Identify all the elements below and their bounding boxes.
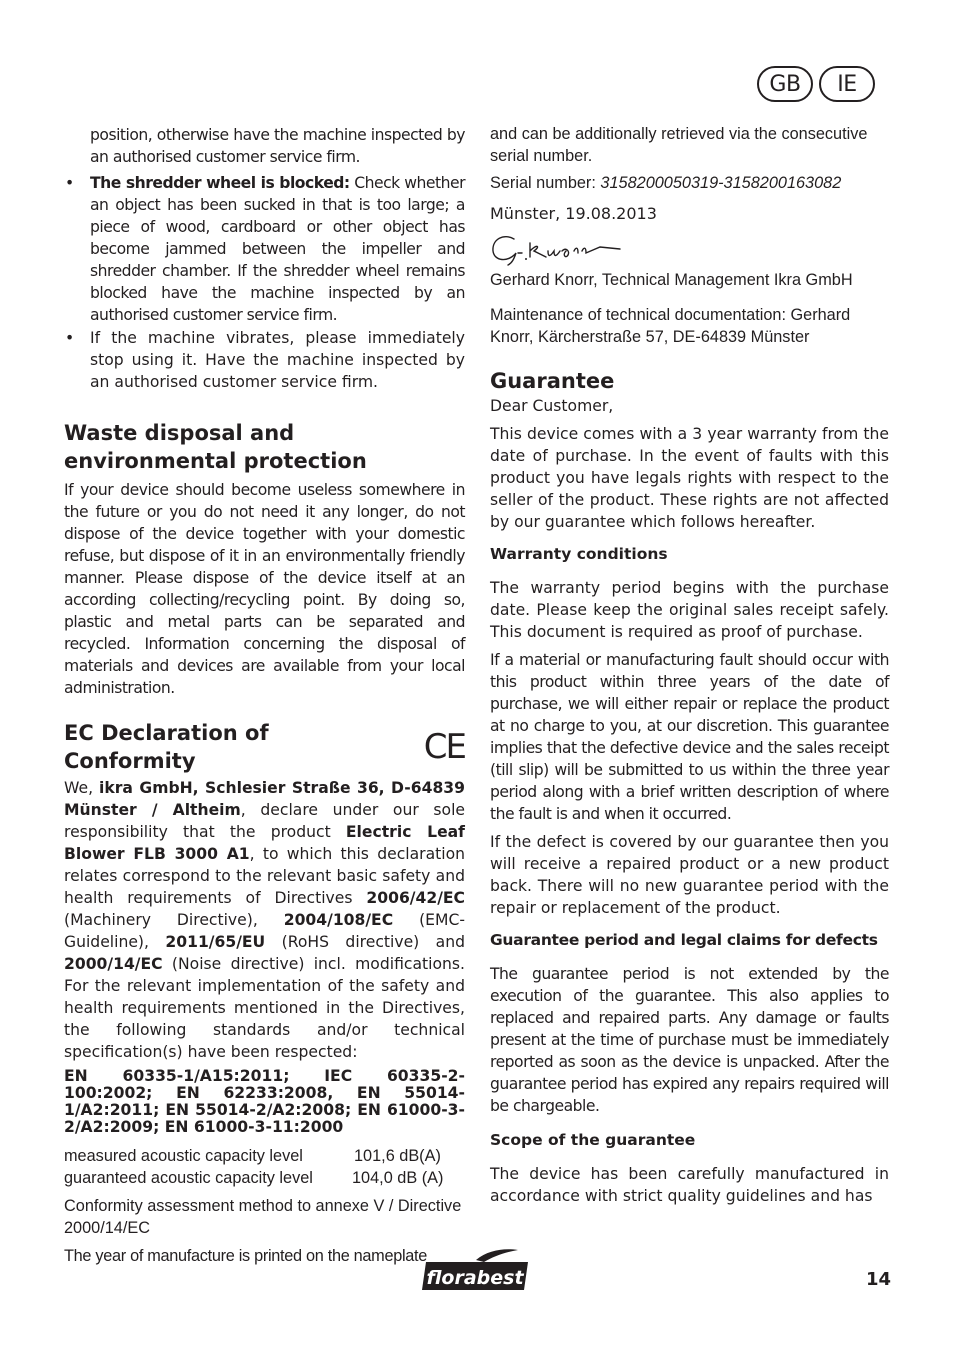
list-item	[64, 327, 465, 393]
ec-heading-row	[64, 719, 465, 775]
scope-text: The device has been carefully manufactured in accordance with strict quality guidelines and has	[490, 1165, 889, 1205]
bullet-icon: •	[65, 174, 74, 192]
signature	[490, 229, 640, 269]
acoustic-value: 104,0 dB (A)	[352, 1169, 444, 1187]
salutation: Dear Customer,	[490, 397, 614, 415]
acoustic-row	[64, 1145, 465, 1167]
acoustic-value: 101,6 dB(A)	[354, 1147, 441, 1165]
assessment-text: Conformity assessment method to annexe V / Directive 2000/14/EC	[64, 1197, 462, 1237]
serial-line	[490, 172, 889, 194]
serial-value: 3158200050319-3158200163082	[600, 174, 842, 192]
acoustic-table	[64, 1145, 465, 1189]
left-column	[64, 123, 465, 1267]
bullet-icon: •	[65, 329, 75, 347]
guarantee-intro: This device comes with a 3 year warranty from the date of purchase. In the event of faults with this product you have legals rights with respect to the seller of the product. These rights are not affected by our guarantee which follows hereafter.	[490, 425, 889, 531]
waste-heading: Waste disposal and environmental protection	[64, 421, 367, 473]
year-continuation: and can be additionally retrieved via the consecutive serial number.	[490, 125, 868, 165]
warranty-heading: Warranty conditions	[490, 545, 668, 563]
warranty-p3: If the defect is covered by our guarantee then you will receive a repaired product or a new product back. There will no new guarantee period with the repair or replacement of the product.	[490, 833, 889, 917]
place-date: Münster, 19.08.2013	[490, 204, 657, 223]
period-heading: Guarantee period and legal claims for defects	[490, 931, 878, 949]
maintenance: Maintenance of technical documentation: Gerhard Knorr, Kärcherstraße 57, DE-64839 Münster	[490, 306, 851, 346]
acoustic-label: measured acoustic capacity level	[64, 1147, 303, 1165]
standards-list: EN 60335-1/A15:2011; IEC 60335-2-100:2002; EN 62233:2008, EN 55014-1/A2:2011; EN 55014-2/A2:2008; EN 61000-3-2/A2:2009; EN 61000-3-11:2000	[64, 1067, 465, 1136]
right-column	[490, 123, 889, 1207]
lang-badge-ie: IE	[819, 66, 875, 102]
scope-heading: Scope of the guarantee	[490, 1131, 696, 1149]
ec-heading: EC Declaration of Conformity	[64, 721, 269, 773]
ec-declaration: We, ikra GmbH, Schlesier Straße 36, D-64839 Münster / Altheim, declare under our sole responsibility that the product Electric Leaf Blower FLB 3000 A1, to which this declaration relates correspond to the relevant basic safety and health requirements of Directives 2006/42/EC (Machinery Directive), 2004/108/EC (EMC-Guideline), 2011/65/EU (RoHS directive) and 2000/14/EC (Noise directive) incl. modifications. For the relevant implementation of the safety and health requirements mentioned in the Directives, the following standards and/or technical specification(s) have been respected:	[64, 779, 465, 1061]
page-number: 14	[866, 1269, 892, 1290]
warranty-p2: If a material or manufacturing fault should occur with this product within three years of the date of purchase, we will either repair or replace the product at no charge to you, at our discretion. This guarantee implies that the defective device and the sales receipt (till slip) will be submitted to us within the three year period along with a brief written description of where the fault is and when it occurred.	[490, 651, 889, 823]
ce-mark-icon: CE	[423, 727, 465, 767]
bullet-text: Check whether an object has been sucked in that is too large; a piece of wood, cardboard or other object has become jammed between the impeller and shredder chamber. If the shredder wheel remains blocked have the machine inspected by an authorised customer service firm.	[90, 174, 465, 324]
lang-badge-gb: GB	[757, 66, 813, 102]
serial-label: Serial number:	[490, 174, 596, 192]
warranty-p1: The warranty period begins with the purchase date. Please keep the original sales receipt safely. This document is required as proof of purchase.	[490, 579, 889, 641]
period-text: The guarantee period is not extended by the execution of the guarantee. This also applies to replaced and repaired parts. Any damage or faults present at the time of purchase must be immediately reported as soon as the device is unpacked. After the guarantee period has expired any repairs required will be chargeable.	[490, 965, 889, 1115]
language-badges	[757, 66, 875, 102]
signatory: Gerhard Knorr, Technical Management Ikra GmbH	[490, 271, 853, 289]
florabest-logo	[418, 1248, 532, 1292]
intro-continuation: position, otherwise have the machine inspected by an authorised customer service firm.	[90, 126, 465, 166]
waste-text: If your device should become useless somewhere in the future or you do not need it any longer, do not dispose of the device together with your domestic refuse, but dispose of it in an environmentally friendly manner. Please dispose of the device itself at an according collecting/recycling point. By doing so, plastic and metal parts can be separated and recycled. Information concerning the disposal of materials and devices are available from your local administration.	[64, 481, 465, 697]
year-text: The year of manufacture is printed on the nameplate	[64, 1247, 428, 1265]
logo-text: florabest	[426, 1267, 524, 1289]
acoustic-row	[64, 1167, 465, 1189]
list-item	[64, 172, 465, 326]
guarantee-heading: Guarantee	[490, 369, 615, 393]
acoustic-label: guaranteed acoustic capacity level	[64, 1169, 313, 1187]
bullet-text: If the machine vibrates, please immediately stop using it. Have the machine inspected by an authorised customer service firm.	[90, 329, 465, 391]
troubleshooting-list	[64, 172, 465, 393]
bullet-lead: The shredder wheel is blocked:	[90, 174, 350, 192]
